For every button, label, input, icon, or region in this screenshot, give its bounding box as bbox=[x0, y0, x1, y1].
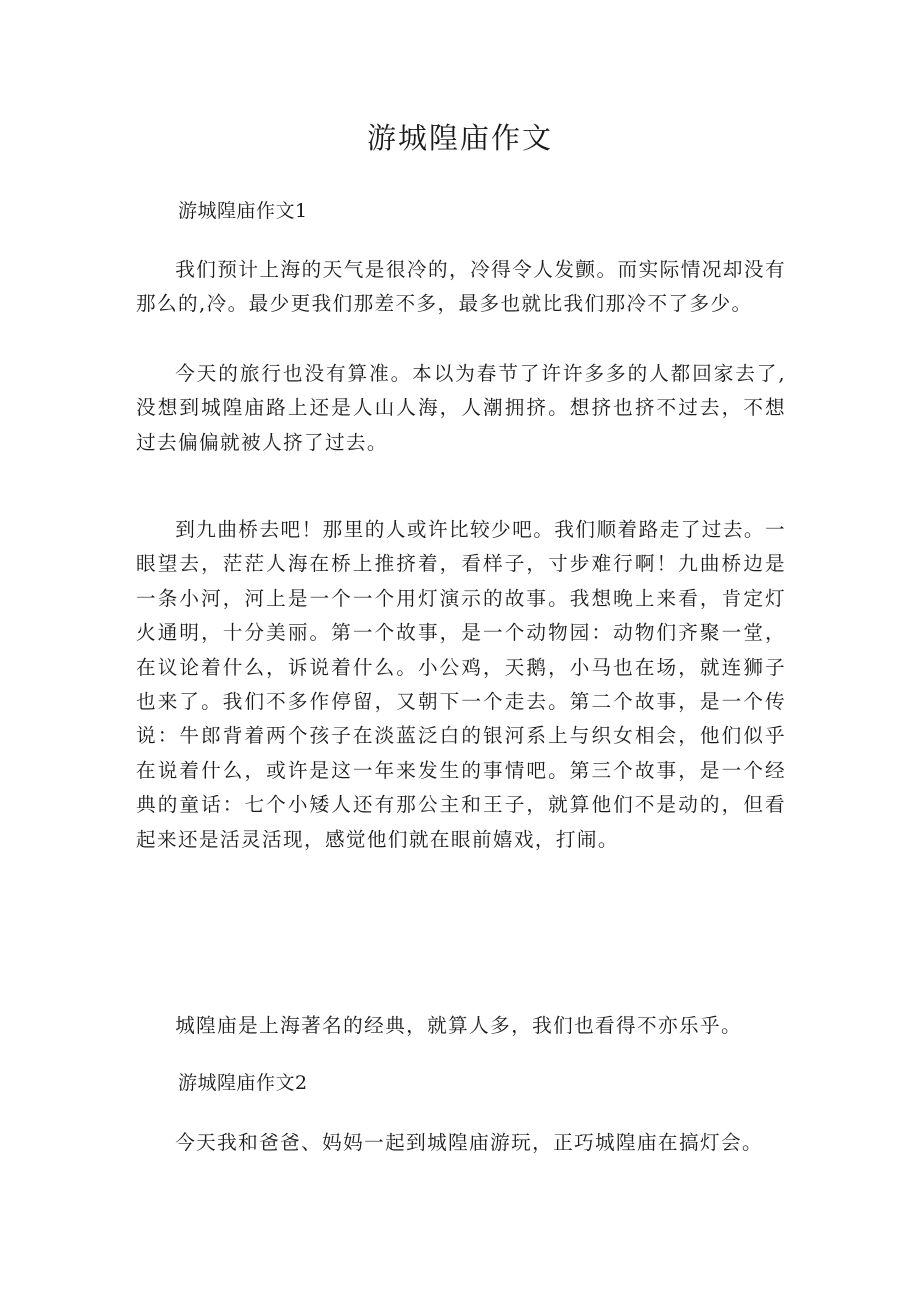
section-heading: 游城隍庙作文1 bbox=[178, 200, 308, 222]
paragraph: 今天的旅行也没有算准。本以为春节了许许多多的人都回家去了,没想到城隍庙路上还是人山人海，人潮拥挤。想挤也挤不过去，不想过去偏偏就被人挤了过去。 bbox=[136, 362, 786, 454]
paragraph: 到九曲桥去吧！那里的人或许比较少吧。我们顺着路走了过去。一眼望去，茫茫人海在桥上推挤着，看样子，寸步难行啊！九曲桥边是一条小河，河上是一个一个用灯演示的故事。我想晚上来看，肯定灯火通明，十分美丽。第一个故事，是一个动物园：动物们齐聚一堂，在议论着什么，诉说着什么。小公鸡，天鹅，小马也在场，就连狮子也来了。我们不多作停留，又朝下一个走去。第二个故事，是一个传说：牛郎背着两个孩子在淡蓝泛白的银河系上与织女相会，他们似乎在说着什么，或许是这一年来发生的事情吧。第三个故事，是一个经典的童话：七个小矮人还有那公主和王子，就算他们不是动的，但看起来还是活灵活现，感觉他们就在眼前嬉戏，打闹。 bbox=[136, 518, 786, 851]
section-heading: 游城隍庙作文2 bbox=[178, 1072, 308, 1094]
paragraph: 今天我和爸爸、妈妈一起到城隍庙游玩，正巧城隍庙在搞灯会。 bbox=[175, 1131, 764, 1154]
paragraph: 城隍庙是上海著名的经典，就算人多，我们也看得不亦乐乎。 bbox=[175, 1014, 743, 1037]
document-title: 游城隍庙作文 bbox=[366, 121, 553, 155]
paragraph: 我们预计上海的天气是很冷的，冷得令人发颤。而实际情况却没有那么的,冷。最少更我们那差不多，最多也就比我们那冷不了多少。 bbox=[136, 258, 786, 316]
